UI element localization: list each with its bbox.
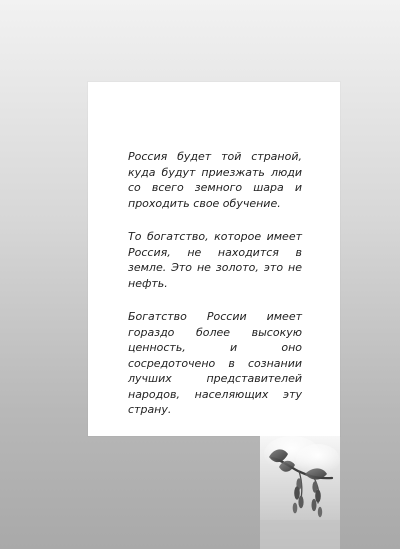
- birch-branch-photo-icon: [260, 436, 340, 549]
- paragraph-2: То богатство, которое имеет Россия, не находится в земле. Это не золото, это не нефть.: [128, 230, 302, 290]
- decorative-photo: [260, 436, 340, 549]
- main-text-block: [128, 149, 302, 418]
- lower-fade: [260, 520, 340, 549]
- paragraph-1: Россия будет той страной, куда будут приезжать люди со всего земного шара и проходить свое обучение.: [128, 150, 302, 210]
- paragraph-3: Богатство России имеет гораздо более высокую ценность, и оно сосредоточено в сознании лучших представителей народов, населяющих эту страну.: [128, 310, 302, 416]
